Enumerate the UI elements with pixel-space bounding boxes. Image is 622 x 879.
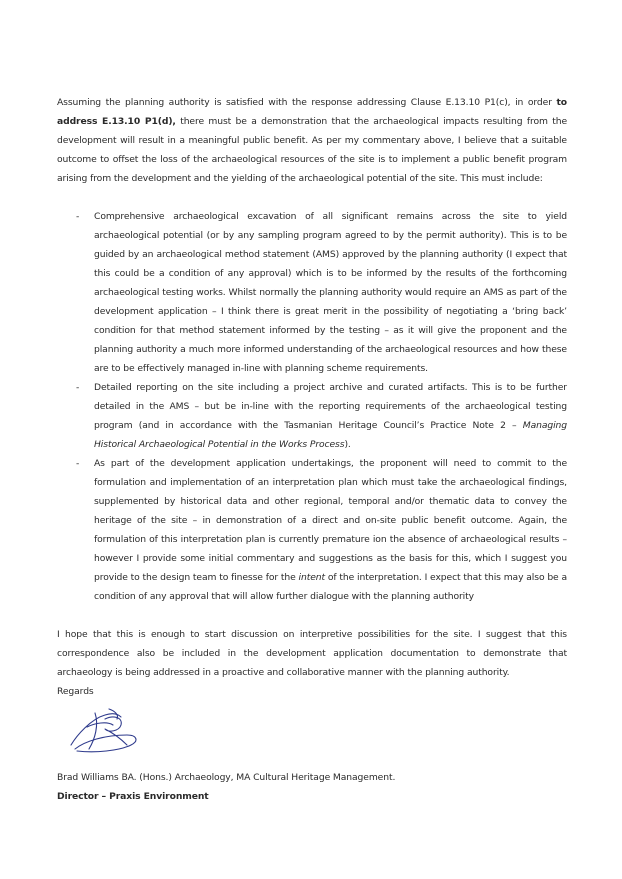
practice-note-title: Managing Historical Archaeological Potential in the Works Process	[94, 420, 567, 450]
regards-text: Regards	[57, 686, 94, 697]
bullet-dash: -	[76, 211, 80, 222]
signatory-title: Director – Praxis Environment	[57, 791, 209, 802]
letter-body	[57, 93, 567, 806]
closing-paragraph: I hope that this is enough to start discussion on interpretive possibilities for the site. I suggest that this correspondence also be included in the development application documentation to demonstrate that archaeology is being addressed in a proactive and collaborative manner with the planning authority.	[57, 629, 567, 678]
clause-reference: to address E.13.10 P1(d),	[57, 97, 567, 127]
list-item-text-end: of the interpretation. I expect that this may also be a condition of any approval that will allow further dialogue with the planning authority	[94, 572, 567, 602]
bullet-dash: -	[76, 382, 80, 393]
list-item-text: Detailed reporting on the site including a project archive and curated artifacts. This is to be further detailed in the AMS – but be in-line with the reporting requirements of the archaeological testing program (and in accordance with the Tasmanian Heritage Council’s Practice Note 2 –	[94, 382, 567, 431]
signature-area	[57, 701, 567, 766]
intro-text-end: there must be a demonstration that the archaeological impacts resulting from the development will result in a meaningful public benefit. As per my commentary above, I believe that a suitable outcome to offset the loss of the archaeological resources of the site is to implement a public benefit program arising from the development and the yielding of the archaeological potential of the site. This must include:	[57, 116, 568, 184]
list-item	[57, 454, 567, 606]
list-item	[57, 207, 567, 378]
list-item-text: As part of the development application undertakings, the proponent will need to commit to the formulation and implementation of an interpretation plan which must take the archaeological findings, supplemented by historical data and other regional, temporal and/or thematic data to convey the heritage of the site – in demonstration of a direct and on-site public benefit outcome. Again, the formulation of this interpretation plan is currently premature ion the absence of archaeological results – however I provide some initial commentary and suggestions as the basis for this, which I suggest you provide to the design team to finesse for the	[94, 458, 567, 583]
intro-paragraph	[57, 93, 567, 188]
signatory-name: Brad Williams BA. (Hons.) Archaeology, MA Cultural Heritage Management.	[57, 772, 396, 783]
requirements-list	[57, 207, 567, 606]
bullet-dash: -	[76, 458, 80, 469]
handwritten-signature	[65, 705, 145, 755]
list-item	[57, 378, 567, 454]
list-item-text-end: ).	[344, 439, 351, 450]
intro-text-start: Assuming the planning authority is satisfied with the response addressing Clause E.13.10 P1(c), in order	[57, 97, 557, 108]
list-item-text: Comprehensive archaeological excavation of all significant remains across the site to yield archaeological potential (or by any sampling program agreed to by the permit authority). This is to be guided by an archaeological method statement (AMS) approved by the planning authority (I expect that this could be a condition of any approval) which is to be informed by the results of the forthcoming archaeological testing works. Whilst normally the planning authority would require an AMS as part of the development application – I think there is great merit in the possibility of negotiating a ‘bring back’ condition for that method statement informed by the testing – as it will give the proponent and the planning authority a much more informed understanding of the archaeological resources and how these are to be effectively managed in-line with planning scheme requirements.	[94, 211, 567, 374]
intent-emphasis: intent	[298, 572, 326, 583]
